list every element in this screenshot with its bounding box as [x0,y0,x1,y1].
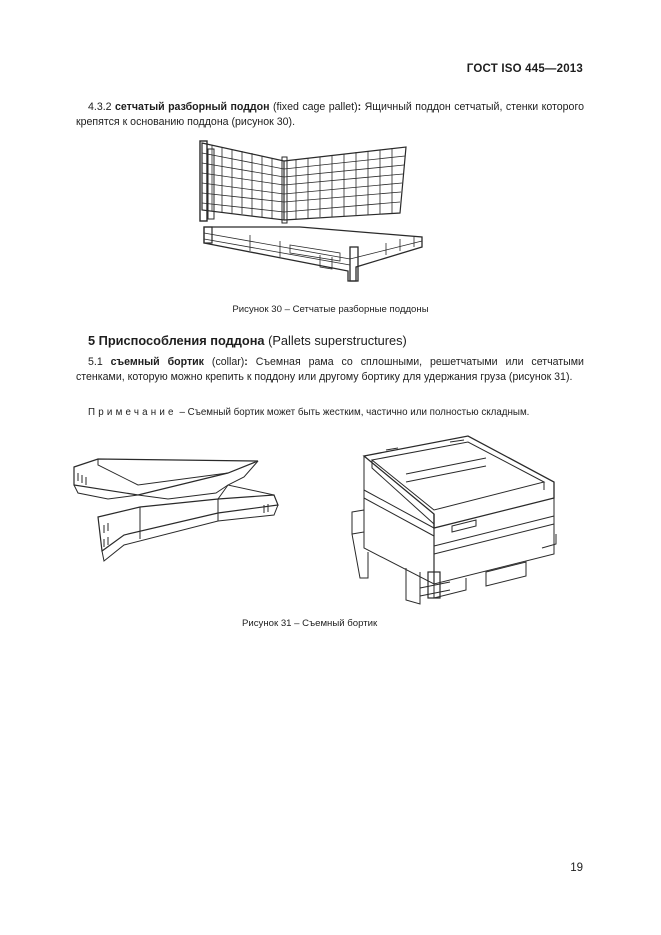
section-5-heading [88,333,407,348]
section-4-3-2-paragraph [76,100,584,130]
figure-30-caption: Рисунок 30 – Сетчатые разборные поддоны [232,304,429,315]
note-paragraph [88,407,529,418]
figure-31-folding-collar-drawing [68,455,288,565]
section-number: 4.3.2 [88,101,112,113]
document-header: ГОСТ ISO 445—2013 [466,63,583,75]
figure-31-collar-on-pallet-drawing [346,428,561,606]
page-number: 19 [570,862,583,874]
section-5-title: 5 Приспособления поддона [88,333,265,348]
term: съемный бортик [110,356,204,368]
term-english: (collar) [211,356,245,368]
term-english: (fixed cage pallet) [272,101,358,113]
section-5-title-english: (Pallets superstructures) [268,333,407,348]
section-number: 5.1 [88,356,103,368]
term-colon: : [244,356,248,368]
definition-text: Ящичный поддон сетчатый, стенки которого крепятся к основанию поддона (рисунок 30). [76,101,584,128]
note-label: Примечание [88,407,177,418]
figure-30-cage-pallet-drawing [190,135,420,295]
figure-31-caption: Рисунок 31 – Съемный бортик [242,618,378,629]
definition-text: Съемная рама со сплошными, решетчатыми или сетчатыми стенками, которую можно крепить к поддону или другому бортику для удержания груза (рисунок 31). [76,356,584,383]
term-colon: : [357,101,362,113]
note-text: – Съемный бортик может быть жестким, частично или полностью складным. [179,407,530,418]
section-5-1-paragraph [76,355,584,385]
term: сетчатый разборный поддон [115,101,270,113]
